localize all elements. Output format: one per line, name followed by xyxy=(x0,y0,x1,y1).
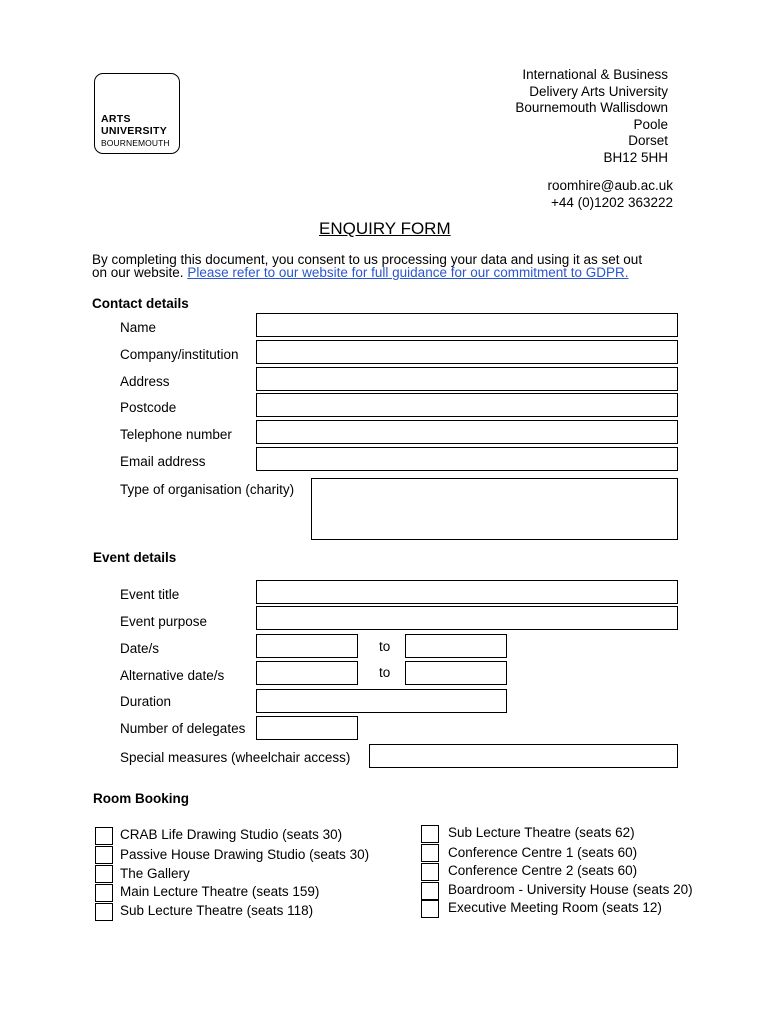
consent-text xyxy=(92,253,692,279)
address-line: Dorset xyxy=(628,133,668,148)
room-label: Passive House Drawing Studio (seats 30) xyxy=(120,847,370,862)
room-checkbox[interactable] xyxy=(95,903,113,921)
address-label: Address xyxy=(120,374,170,389)
address-block xyxy=(515,67,668,166)
room-checkbox[interactable] xyxy=(421,882,439,900)
special-measures-label: Special measures (wheelchair access) xyxy=(120,750,351,765)
telephone-label: Telephone number xyxy=(120,427,232,442)
room-checkbox[interactable] xyxy=(421,844,439,862)
room-label: Sub Lecture Theatre (seats 62) xyxy=(448,825,635,840)
email-label: Email address xyxy=(120,454,206,469)
address-line: BH12 5HH xyxy=(603,149,668,165)
date-to-label: to xyxy=(379,639,391,654)
consent-line-2 xyxy=(92,266,692,279)
contact-details-heading: Contact details xyxy=(92,296,189,311)
duration-field[interactable] xyxy=(256,689,507,713)
room-label: Main Lecture Theatre (seats 159) xyxy=(120,884,320,899)
room-checkbox[interactable] xyxy=(421,825,439,843)
room-checkbox[interactable] xyxy=(95,827,113,845)
event-details-heading: Event details xyxy=(93,550,177,565)
form-title: ENQUIRY FORM xyxy=(319,219,451,238)
room-label: The Gallery xyxy=(120,866,190,881)
room-checkbox[interactable] xyxy=(95,865,113,883)
address-field[interactable] xyxy=(256,367,678,391)
special-measures-field[interactable] xyxy=(369,744,678,768)
company-label: Company/institution xyxy=(120,347,239,362)
room-checkbox[interactable] xyxy=(421,863,439,881)
contact-block xyxy=(547,178,673,211)
logo-line-university: UNIVERSITY xyxy=(101,125,168,137)
alt-date-from-field[interactable] xyxy=(256,661,358,685)
address-line: International & Business xyxy=(522,67,668,82)
event-purpose-label: Event purpose xyxy=(120,614,208,629)
date-from-field[interactable] xyxy=(256,634,358,658)
delegates-field[interactable] xyxy=(256,716,358,740)
room-checkbox[interactable] xyxy=(95,884,113,902)
telephone-field[interactable] xyxy=(256,420,678,444)
address-line: Poole xyxy=(633,116,668,132)
name-field[interactable] xyxy=(256,313,678,337)
address-line: Delivery Arts University xyxy=(529,83,668,99)
room-label: Conference Centre 1 (seats 60) xyxy=(448,845,638,860)
room-label: Sub Lecture Theatre (seats 118) xyxy=(120,903,314,918)
event-title-field[interactable] xyxy=(256,580,678,604)
logo-line-arts: ARTS xyxy=(101,113,131,125)
room-label: CRAB Life Drawing Studio (seats 30) xyxy=(120,827,343,842)
room-label: Executive Meeting Room (seats 12) xyxy=(448,900,662,915)
date-to-field[interactable] xyxy=(405,634,507,658)
company-field[interactable] xyxy=(256,340,678,364)
address-line: Bournemouth Wallisdown xyxy=(515,100,668,115)
alt-date-to-label: to xyxy=(379,665,391,680)
contact-email: roomhire@aub.ac.uk xyxy=(547,178,673,193)
gdpr-link[interactable]: Please refer to our website for full guidance for our commitment to GDPR. xyxy=(187,265,629,280)
room-checkbox[interactable] xyxy=(95,846,113,864)
room-checkbox[interactable] xyxy=(421,900,439,918)
event-purpose-field[interactable] xyxy=(256,606,678,630)
room-label: Conference Centre 2 (seats 60) xyxy=(448,863,638,878)
duration-label: Duration xyxy=(120,694,172,709)
room-label: Boardroom - University House (seats 20) xyxy=(448,882,693,897)
university-logo xyxy=(94,73,180,154)
consent-line-1: By completing this document, you consent to us processing your data and using it as set out xyxy=(92,252,643,267)
postcode-field[interactable] xyxy=(256,393,678,417)
consent-line-2-prefix: on our website. xyxy=(92,265,188,280)
postcode-label: Postcode xyxy=(120,400,177,415)
alt-dates-label: Alternative date/s xyxy=(120,668,225,683)
contact-phone: +44 (0)1202 363222 xyxy=(551,194,673,210)
logo-line-bournemouth: BOURNEMOUTH xyxy=(101,138,170,148)
room-booking-heading: Room Booking xyxy=(93,791,189,806)
alt-date-to-field[interactable] xyxy=(405,661,507,685)
org-type-label: Type of organisation (charity) xyxy=(120,482,295,497)
org-type-field[interactable] xyxy=(311,478,678,540)
name-label: Name xyxy=(120,320,157,335)
event-title-label: Event title xyxy=(120,587,180,602)
dates-label: Date/s xyxy=(120,641,160,656)
email-field[interactable] xyxy=(256,447,678,471)
delegates-label: Number of delegates xyxy=(120,721,246,736)
